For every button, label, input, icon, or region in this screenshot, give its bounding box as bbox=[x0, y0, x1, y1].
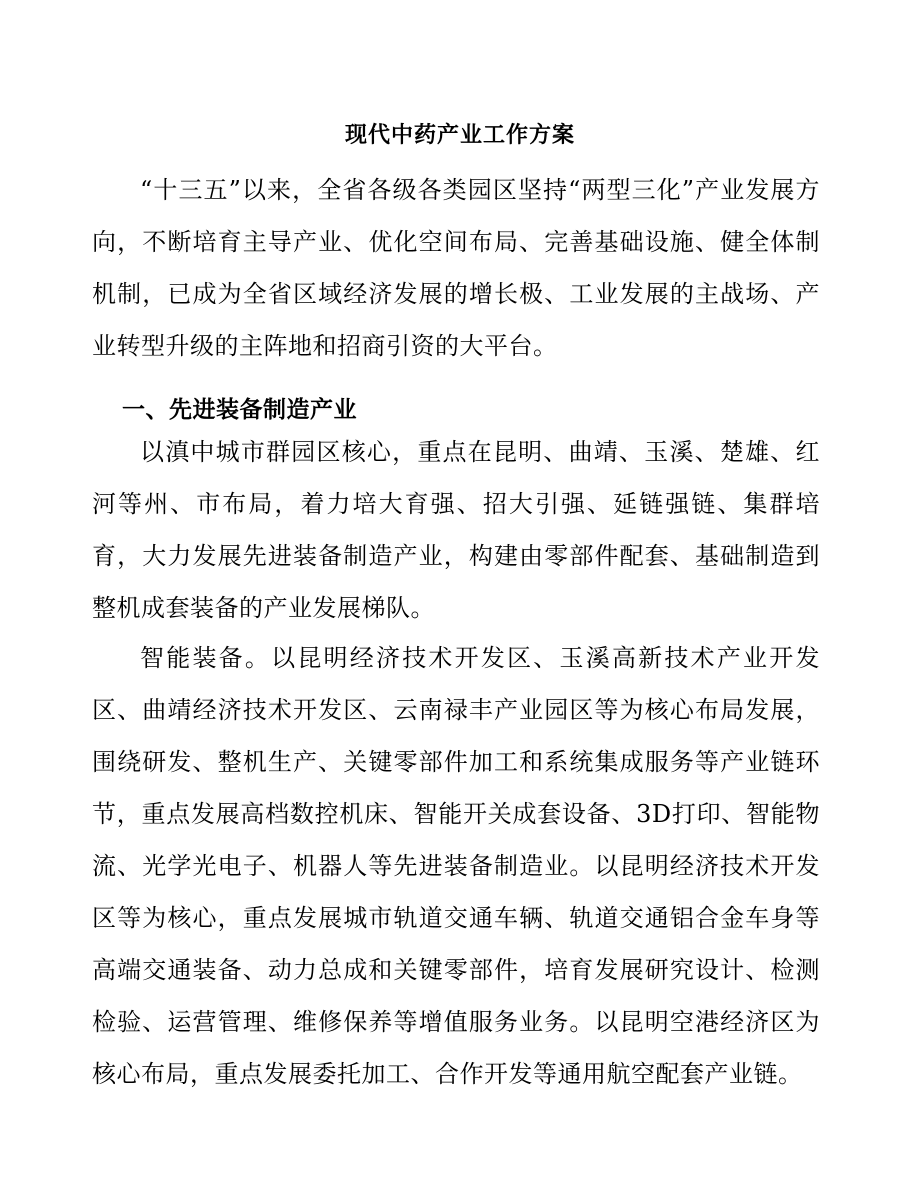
document-title: 现代中药产业工作方案 bbox=[344, 122, 575, 148]
section-heading: 一、先进装备制造产业 bbox=[122, 396, 357, 423]
body-paragraph: 智能装备。以昆明经济技术开发区、玉溪高新技术产业开发区、曲靖经济技术开发区、云南禄丰产业园区等为核心布局发展，围绕研发、整机生产、关键零部件加工和系统集成服务等产业链环节，重点发展高档数控机床、智能开关成套设备、3D打印、智能物流、光学光电子、机器人等先进装备制造业。以昆明经济技术开发区等为核心，重点发展城市轨道交通车辆、轨道交通铝合金车身等高端交通装备、动力总成和关键零部件，培育发展研究设计、检测检验、运营管理、维修保养等增值服务业务。以昆明空港经济区为核心布局，重点发展委托加工、合作开发等通用航空配套产业链。 bbox=[92, 644, 820, 1088]
body-paragraph: 以滇中城市群园区核心，重点在昆明、曲靖、玉溪、楚雄、红河等州、市布局，着力培大育强、招大引强、延链强链、集群培育，大力发展先进装备制造产业，构建由零部件配套、基础制造到整机成套装备的产业发展梯队。 bbox=[92, 438, 820, 622]
intro-paragraph: “十三五”以来，全省各级各类园区坚持“两型三化”产业发展方向，不断培育主导产业、优化空间布局、完善基础设施、健全体制机制，已成为全省区域经济发展的增长极、工业发展的主战场、产业转型升级的主阵地和招商引资的大平台。 bbox=[92, 176, 820, 360]
